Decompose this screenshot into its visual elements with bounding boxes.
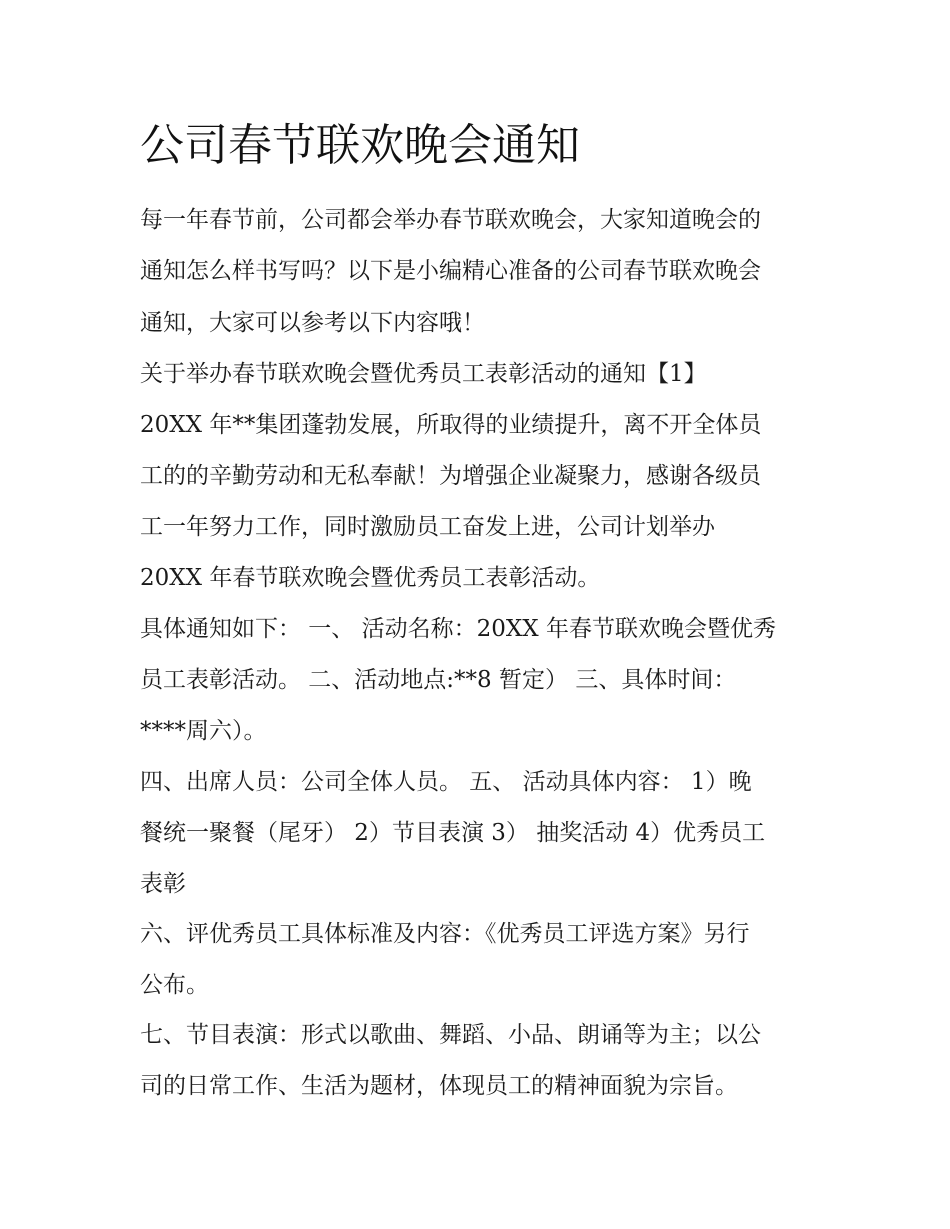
body-line: 餐统一聚餐（尾牙） 2）节目表演 3） 抽奖活动 4）优秀员工	[140, 820, 766, 846]
body-line: 司的日常工作、生活为题材，体现员工的精神面貌为宗旨。	[140, 1073, 738, 1099]
body-line: 工一年努力工作，同时激励员工奋发上进，公司计划举办	[140, 514, 715, 540]
body-line: 每一年春节前，公司都会举办春节联欢晚会，大家知道晚会的	[140, 207, 761, 233]
body-line: 关于举办春节联欢晚会暨优秀员工表彰活动的通知【1】	[140, 361, 707, 387]
body-line: 20XX 年春节联欢晚会暨优秀员工表彰活动。	[140, 565, 601, 591]
body-line: 表彰	[140, 871, 186, 897]
body-line: 工的的辛勤劳动和无私奉献！为增强企业凝聚力，感谢各级员	[140, 463, 761, 489]
body-line: 20XX 年**集团蓬勃发展，所取得的业绩提升，离不开全体员	[140, 412, 762, 438]
body-line: 具体通知如下： 一、 活动名称：20XX 年春节联欢晚会暨优秀	[140, 616, 776, 642]
body-line: 四、出席人员：公司全体人员。 五、 活动具体内容： 1）晚	[140, 769, 752, 795]
body-line: 六、评优秀员工具体标准及内容：《优秀员工评选方案》另行	[140, 921, 750, 947]
body-line: 公布。	[140, 972, 209, 998]
body-line: 员工表彰活动。 二、活动地点:**8 暂定） 三、具体时间：	[140, 667, 737, 693]
body-line: ****周六）。	[140, 718, 267, 744]
body-line: 通知，大家可以参考以下内容哦！	[140, 310, 485, 336]
body-line: 通知怎么样书写吗？以下是小编精心准备的公司春节联欢晚会	[140, 258, 761, 284]
body-line: 七、节目表演：形式以歌曲、舞蹈、小品、朗诵等为主；以公	[140, 1022, 761, 1048]
document-title: 公司春节联欢晚会通知	[140, 120, 580, 171]
